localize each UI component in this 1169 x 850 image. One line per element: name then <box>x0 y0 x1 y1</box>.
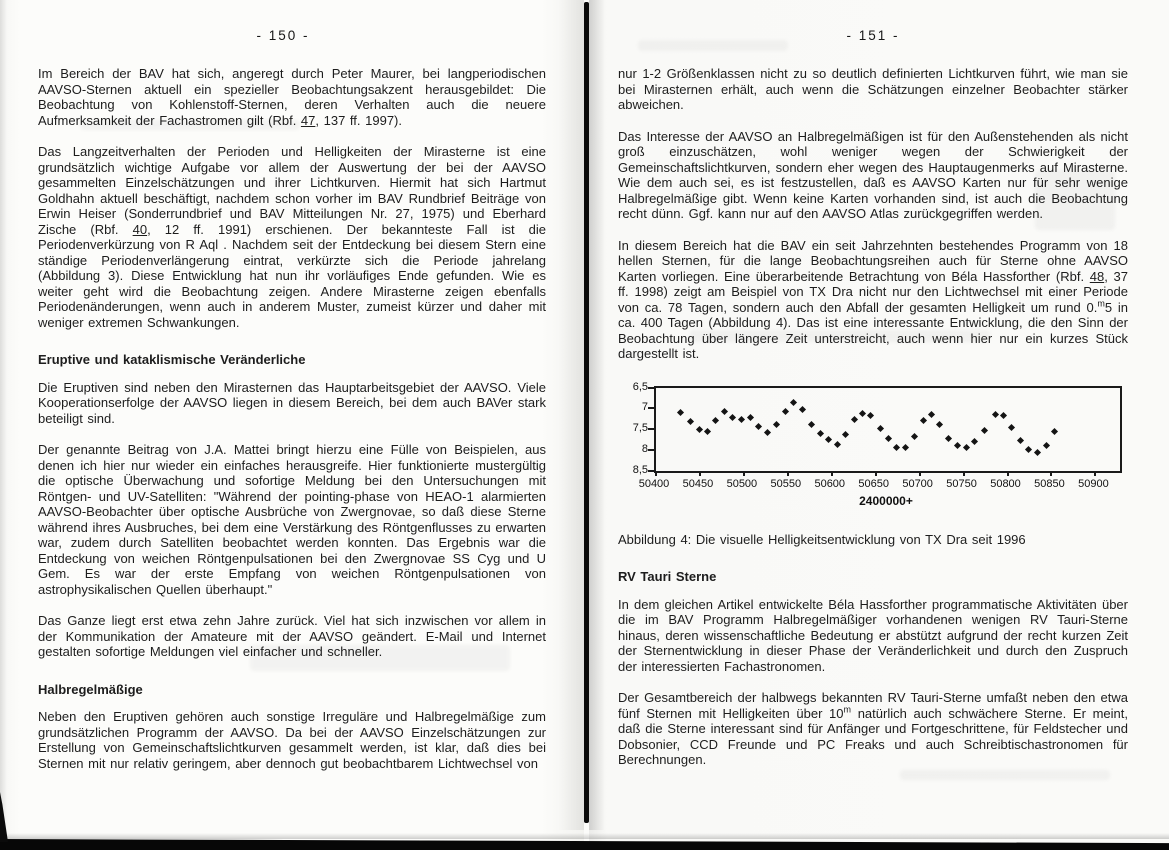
x-axis-tick-label: 50800 <box>990 477 1021 490</box>
data-point <box>790 399 797 406</box>
x-axis-tick-label: 50900 <box>1078 477 1109 490</box>
x-axis-tick <box>831 471 833 476</box>
paragraph: Neben den Eruptiven gehören auch sonstige Irreguläre und Halbregelmäßige zum grundsätzlichen Programm der AAVSO. Da bei der AAVSO Einzelschätzungen zur Erstellung von Gemeinschaftslichtkurven gesammelt werden, ist klar, daß dies bei Sternen mit nur relativ geringem, aber dennoch gut beobachtbarem Lichtwechsel von <box>38 709 546 771</box>
chart-x-axis-title: 2400000+ <box>859 493 913 508</box>
section-heading: RV Tauri Sterne <box>618 569 717 584</box>
x-axis-tick-label: 50650 <box>858 477 889 490</box>
y-axis-tick <box>648 428 654 430</box>
data-point <box>1000 412 1007 419</box>
paragraph: In dem gleichen Artikel entwickelte Béla Hassforther programmatische Aktivitäten über die im BAV Programm Halbregelmäßiger vorhandenen wenigen RV Tauri-Sterne hinaus, deren wissenschaftliche Bedeutung er abstützt aufgrund der recht kurzen Zeit der Sternentwicklung in dieser Phase der Veränderlichkeit und durch den Zuspruch der interessierten Fachastronomen. <box>618 596 1128 674</box>
data-point <box>885 435 892 442</box>
data-point <box>928 411 935 418</box>
page-number-right: - 151 - <box>846 28 900 43</box>
data-point <box>851 416 858 423</box>
x-axis-tick <box>919 471 921 476</box>
data-point <box>1008 424 1015 431</box>
data-point <box>945 435 952 442</box>
data-point <box>729 414 736 421</box>
y-axis-tick <box>648 449 654 451</box>
data-point <box>1043 442 1050 449</box>
paragraph: In diesem Bereich hat die BAV ein seit Jahrzehnten bestehendes Programm von 18 hellen Sternen, für die lange Beobachtungsreihen auch für Sterne ohne AAVSO Karten vorliegen. Eine überarbeitende Betrachtung von Béla Hassforther (Rbf. 48, 37 ff. 1998) zeigt am Beispiel von TX Dra nicht nur den Lichtwechsel mit einer Periode von ca. 78 Tagen, sondern auch den Abfall der gesamten Helligkeit um rund 0.$^m$5 in ca. 400 Tagen (Abbildung 4). Das ist eine interessante Entwicklung, die den Sinn der Beobachtung über längere Zeit unterstreicht, auch wenn hier nur ein kurzes Stück dargestellt ist. <box>618 237 1128 361</box>
paragraph: Das Interesse der AAVSO an Halbregelmäßigen ist für den Außenstehenden als nicht groß einzuschätzen, wohl weniger wegen der Schwierigkeit der Gemeinschaftslichtkurven, sondern eher wegen des Hauptaugenmerks auf Mirasterne. Wie dem auch sei, es ist festzustellen, daß es AAVSO Karten nur für sehr wenige Halbregelmäßige gibt. Wenn keine Karten vorhanden sind, ist auch die Beobachtung recht dünn. Ggf. kann nur auf den AAVSO Atlas zurückgegriffen werden. <box>618 128 1128 221</box>
x-axis-tick-label: 50400 <box>638 477 670 490</box>
x-axis-tick <box>743 471 745 476</box>
x-axis-tick-label: 50850 <box>1034 477 1065 490</box>
paragraph: Die Eruptiven sind neben den Mirasternen das Hauptarbeitsgebiet der AAVSO. Viele Kooperationserfolge der AAVSO liegen in diesem Bereich, bei dem auch BAVer stark beteiligt sind. <box>38 379 546 426</box>
x-axis-tick <box>963 471 965 476</box>
y-axis-tick-label: 6,5 <box>632 380 648 393</box>
x-axis-tick <box>699 471 701 476</box>
data-point <box>867 412 874 419</box>
paragraph: Der Gesamtbereich der halbwegs bekannten RV Tauri-Sterne umfaßt neben den etwa fünf Sternen mit Helligkeiten über 10$^m$ natürlich auch schwächere Sterne. Er meint, daß die Sterne interessant sind für Anfänger und Fortgeschrittene, für Feldstecher und Dobsonier, CCD Freunde und PC Freaks und auch Schreibtischastronomen für Berechnungen. <box>618 690 1128 767</box>
x-axis-tick <box>1007 471 1009 476</box>
y-axis-tick <box>648 387 654 389</box>
data-point <box>971 438 978 445</box>
data-point <box>859 410 866 417</box>
paragraph: Im Bereich der BAV hat sich, angeregt durch Peter Maurer, bei langperiodischen AAVSO-Sternen aktuell ein spezieller Beobachtungsakzent herausgebildet: Die Beobachtung von Kohlenstoff-Sternen, deren Verhalten auch die neuere Aufmerksamkeit der Fachastromen gilt (Rbf. 47, 137 ff. 1997). <box>38 66 546 128</box>
data-point <box>954 442 961 449</box>
data-point <box>936 421 943 428</box>
page-number-left: - 150 - <box>256 28 310 43</box>
data-point <box>677 409 684 416</box>
x-axis-tick-label: 50550 <box>770 477 802 490</box>
data-point <box>808 420 815 427</box>
x-axis-tick <box>787 471 789 476</box>
light-curve-chart <box>618 378 1118 506</box>
data-point <box>687 418 694 425</box>
data-point <box>981 427 988 434</box>
data-point <box>877 425 884 432</box>
data-point <box>825 436 832 443</box>
right-page-text-bottom <box>618 532 1128 768</box>
chart-plot-area <box>654 386 1122 473</box>
data-point <box>1034 449 1041 456</box>
data-point <box>755 423 762 430</box>
data-point <box>696 426 703 433</box>
paragraph: nur 1-2 Größenklassen nicht zu so deutlich definierten Lichtkurven führt, wie man sie bei Mirasternen erhält, auch wenn die Schätzungen einzelner Beobachter stärker abweichen. <box>618 66 1128 112</box>
chart-x-axis-labels <box>638 477 1124 491</box>
data-point <box>704 428 711 435</box>
data-point <box>902 444 909 451</box>
chart-y-axis-labels <box>618 380 648 476</box>
paragraph: Der genannte Beitrag von J.A. Mattei bringt hierzu eine Fülle von Beispielen, aus denen ich hier nur wieder ein einfaches herausgreife. Hier funktionierte mustergültig die optische Überwachung und sofortige Meldung bei den Untersuchungen mit Röntgen- und UV-Satelliten: "Während der pointing-phase von HEAO-1 alarmierten AAVSO-Beobachter über optische Ausbrüche von Zwergnovae, so daß diese Sterne während ihres Ausbruches, bei dem eine Verstärkung des Röntgenflusses zu erwarten war, zudem durch Satelliten beobachtet werden konnten. Das Ergebnis war die Entdeckung von weichen Röntgenpulsationen bei den Zwergnovae SS Cyg und U Gem. Es war der erste Empfang von weichen Röntgenpulsationen von astrophysikalischen Quellen überhaupt." <box>38 442 546 597</box>
right-page-text-top <box>618 66 1128 362</box>
data-point <box>911 433 918 440</box>
paragraph: Das Ganze liegt erst etwa zehn Jahre zurück. Viel hat sich inzwischen vor allem in der Kommunikation der Amateure mit der AAVSO geändert. E-Mail und Internet gestalten sofortige Meldungen viel einfacher und schneller. <box>38 613 546 659</box>
y-axis-tick <box>648 407 654 409</box>
y-axis-tick-label: 8 <box>641 442 648 455</box>
data-point <box>920 417 927 424</box>
x-axis-tick-label: 50500 <box>726 477 758 490</box>
left-page-text-column <box>38 66 546 787</box>
data-point <box>963 444 970 451</box>
paragraph: Das Langzeitverhalten der Perioden und Helligkeiten der Mirasterne ist eine grundsätzlich wichtige Aufgabe vor allem der Auswertung der bei der AAVSO gesammelten Einzelschätzungen und ihrer Lichtkurven. Hiermit hat sich Hartmut Goldhahn aktuell beschäftigt, nachdem schon vorher im BAV Rundbrief Beiträge von Erwin Heiser (Sonderrundbrief und BAV Mitteilungen Nr. 27, 1975) und Eberhard Zische (Rbf. 40, 12 ff. 1991) erschienen. Der bekannteste Fall ist die Periodenverkürzung von R Aql . Nachdem seit der Entdeckung bei diesem Stern eine ständige Periodenverlängerung eintrat, verkürzte sich die Periode jahrelang (Abbildung 3). Diese Entwicklung hat nun ihr vorläufiges Ende gefunden. Wie es weiter geht wird die Beobachtung zeigen. Andere Mirasterne zeigen ebenfalls Periodenänderungen, wenn auch in anderem Muster, zumeist kürzer und daher mit weniger extremen Schwankungen. <box>38 144 546 330</box>
y-axis-tick-label: 8,5 <box>632 463 648 476</box>
y-axis-tick-label: 7,5 <box>632 422 648 434</box>
x-axis-tick-label: 50600 <box>814 477 846 490</box>
x-axis-tick-label: 50750 <box>946 477 977 490</box>
data-point <box>721 408 728 415</box>
x-axis-tick <box>1094 471 1096 476</box>
data-point <box>833 441 840 448</box>
data-point <box>773 421 780 428</box>
y-axis-tick <box>648 470 654 472</box>
data-point <box>817 430 824 437</box>
data-point <box>799 406 806 413</box>
data-point <box>782 408 789 415</box>
section-heading: Eruptive und kataklismische Veränderliche <box>38 352 306 367</box>
data-point <box>1025 446 1032 453</box>
data-point <box>712 417 719 424</box>
x-axis-tick <box>875 471 877 476</box>
data-point <box>764 429 771 436</box>
book-gutter-line <box>584 2 589 823</box>
data-point <box>738 416 745 423</box>
x-axis-tick <box>1050 471 1052 476</box>
data-point <box>1017 437 1024 444</box>
y-axis-tick-label: 7 <box>641 401 648 414</box>
data-point <box>893 444 900 451</box>
figure-caption: Abbildung 4: Die visuelle Helligkeitsentwicklung von TX Dra seit 1996 <box>618 531 1026 547</box>
data-point <box>842 431 849 438</box>
scan-bottom-shadow <box>0 833 1169 839</box>
x-axis-tick-label: 50450 <box>682 477 714 490</box>
gutter-shadow <box>589 0 605 830</box>
section-heading: Halbregelmäßige <box>38 681 143 697</box>
x-axis-tick-label: 50700 <box>902 477 933 490</box>
x-axis-tick <box>655 471 657 476</box>
data-point <box>746 414 753 421</box>
gutter-shadow <box>558 0 584 830</box>
right-page-text-column <box>618 66 1128 784</box>
page-edge-shadow <box>0 0 7 850</box>
data-point <box>992 411 999 418</box>
data-point <box>1051 428 1058 435</box>
